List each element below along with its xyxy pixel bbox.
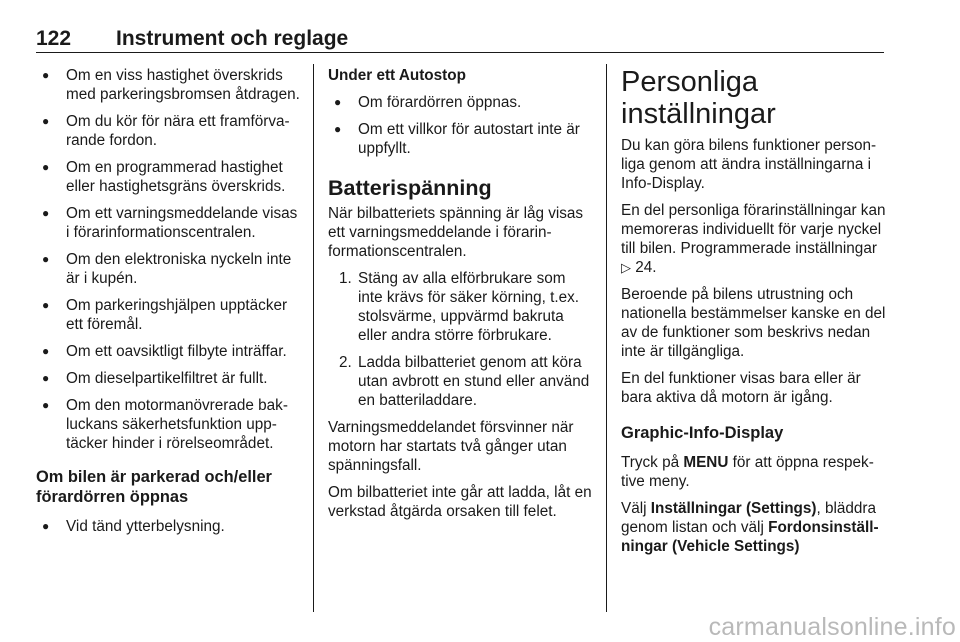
paragraph: Varningsmeddelandet försvinner när motorn har startats två gånger utan spänningsfall. xyxy=(328,419,574,474)
battery-intro: När bilbatteriets spänning är låg visas ett varningsmeddelande i förarinformationscentralen. xyxy=(328,205,584,260)
list-item: ● Om den elektroniska nyckeln inte är i kupén. xyxy=(36,250,300,288)
page-header xyxy=(36,28,884,53)
menu-key-label: MENU xyxy=(683,454,729,471)
parked-heading: Om bilen är parkerad och/eller förardörren öppnas xyxy=(36,468,272,506)
list-item: ● Om en viss hastighet överskrids med parkeringsbromsen åtdragen. xyxy=(36,66,300,104)
paragraph: En del funktioner visas bara eller är bara aktiva då motorn är igång. xyxy=(621,370,861,406)
step-item xyxy=(328,269,592,345)
column-3 xyxy=(621,66,887,564)
parked-conditions-list xyxy=(36,517,300,536)
warning-conditions-list xyxy=(36,66,300,453)
step-number: 1. xyxy=(339,270,352,287)
paragraph: Välj Inställningar (Settings), bläddra genom listan och välj Fordonsinställningar (Vehicle Settings) xyxy=(621,500,879,555)
column-divider-2 xyxy=(606,64,607,612)
battery-steps xyxy=(328,269,592,410)
list-item: ● Om dieselpartikelfiltret är fullt. xyxy=(36,369,300,388)
paragraph: Om bilbatteriet inte går att ladda, låt en verkstad åtgärda orsaken till felet. xyxy=(328,484,592,520)
step-text: Stäng av alla elförbrukare som inte krävs för säker körning, t.ex. stolsvärme, uppvärmd bakruta eller andra större förbrukare. xyxy=(358,270,580,344)
paragraph: Du kan göra bilens funktioner personliga genom att ändra inställningarna i Info-Display. xyxy=(621,137,877,192)
column-2 xyxy=(328,66,592,529)
paragraph: Beroende på bilens utrustning och nationella bestämmelser kanske en del av de funktioner som beskrivs nedan inte är tillgängliga. xyxy=(621,286,886,360)
column-divider-1 xyxy=(313,64,314,612)
list-item: ● Om ett oavsiktligt filbyte inträffar. xyxy=(36,342,300,361)
autostop-list xyxy=(328,93,592,158)
column-1 xyxy=(36,66,300,544)
list-item: ● Om ett villkor för autostart inte är uppfyllt. xyxy=(328,120,592,158)
page-reference-icon: ▷ xyxy=(621,260,631,275)
paragraph: Tryck på MENU för att öppna respektive meny. xyxy=(621,454,874,490)
page-number: 122 xyxy=(36,27,72,50)
list-item: ● Vid tänd ytterbelysning. xyxy=(36,517,300,536)
chapter-title: Instrument och reglage xyxy=(116,27,349,50)
list-item: ● Om du kör för nära ett framförvarande fordon. xyxy=(36,112,300,150)
settings-label: Inställningar (Settings) xyxy=(650,500,817,517)
step-text: Ladda bilbatteriet genom att köra utan avbrott en stund eller använd en batteriladdare. xyxy=(358,354,590,409)
list-item: ● Om en programmerad hastighet eller hastighetsgräns överskrids. xyxy=(36,158,300,196)
watermark: carmanualsonline.info xyxy=(708,613,956,641)
step-item xyxy=(328,353,592,410)
list-item: ● Om den motormanövrerade bakluckans säkerhetsfunktion upptäcker hinder i rörelseområdet. xyxy=(36,396,300,453)
step-number: 2. xyxy=(339,354,352,371)
subheading: Graphic-Info-Display xyxy=(621,424,784,442)
battery-voltage-title: Batterispänning xyxy=(328,176,492,200)
paragraph: En del personliga förarinställningar kan memoreras individuellt för varje nyckel till bilen. Programmerade inställningar ▷ 24. xyxy=(621,202,886,276)
vehicle-settings-label: Fordonsinställningar (Vehicle Settings) xyxy=(621,519,879,555)
section-title: Personliga inställningar xyxy=(621,66,776,130)
list-item: ● Om förardörren öppnas. xyxy=(328,93,592,112)
page-reference-number: 24. xyxy=(635,259,657,276)
list-item: ● Om ett varningsmeddelande visas i förarinformationscentralen. xyxy=(36,204,300,242)
autostop-heading: Under ett Autostop xyxy=(328,67,466,84)
list-item: ● Om parkeringshjälpen upptäcker ett föremål. xyxy=(36,296,300,334)
